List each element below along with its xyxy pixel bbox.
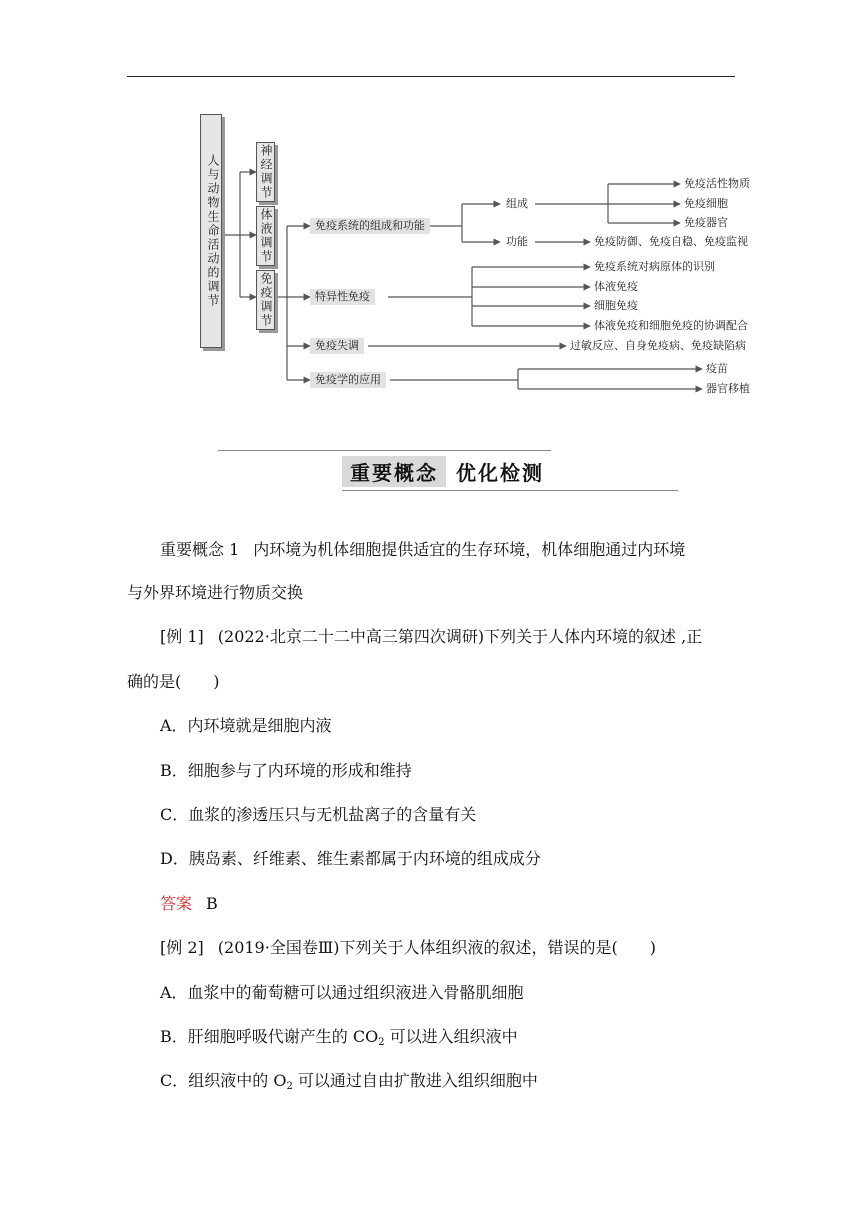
diagram-humoral-box: 体液调节 [256,206,275,266]
section-title [342,455,544,487]
example2-question-line [160,938,656,958]
diagram-specific-item: 细胞免疫 [594,299,638,312]
diagram-composition-item: 免疫细胞 [684,197,728,210]
diagram-immune-system-box: 免疫系统的组成和功能 [310,218,430,234]
example2-question: (2019·全国卷Ⅲ)下列关于人体组织液的叙述，错误的是( ) [217,938,656,957]
example2-option-c [160,1071,538,1091]
option-b-subscript: 2 [378,1037,385,1048]
example2-tag: [例 2] [160,938,204,957]
answer-label: 答案 [160,894,193,913]
diagram-application-item: 器官移植 [706,382,750,395]
example1-question: (2022·北京二十二中高三第四次调研)下列关于人体内环境的叙述 ,正 [217,627,703,646]
section-rule-bottom [342,490,678,491]
option-c-subscript: 2 [286,1081,293,1092]
example2-option-b [160,1027,518,1047]
diagram-immune-box: 免疫调节 [256,270,275,330]
section-title-secondary: 优化检测 [456,460,544,485]
concept-line-1 [160,540,685,560]
example1-answer-line [160,894,218,914]
diagram-nerve-box: 神经调节 [256,142,275,202]
concept-diagram [190,108,770,408]
answer-value: B [206,894,218,913]
header-rule [127,76,735,77]
option-c-text-rest: 可以通过自由扩散进入组织细胞中 [292,1071,538,1090]
diagram-application-item: 疫苗 [706,362,728,375]
concept-label: 重要概念 1 [160,540,240,559]
example1-option-d: D．胰岛素、纤维素、维生素都属于内环境的组成成分 [160,849,541,868]
diagram-immune-application-box: 免疫学的应用 [310,372,386,388]
example1-option-a: A．内环境就是细胞内液 [160,716,332,735]
example1-option-c: C．血浆的渗透压只与无机盐离子的含量有关 [160,805,477,824]
example1-tag: [例 1] [160,627,204,646]
concept-text: 内环境为机体细胞提供适宜的生存环境，机体细胞通过内环境 [253,540,686,559]
concept-line-2: 与外界环境进行物质交换 [127,583,304,602]
diagram-root-box: 人与动物生命活动的调节 [200,114,222,348]
section-rule-top [218,450,551,451]
diagram-composition-label: 组成 [506,197,528,210]
example1-option-b: B．细胞参与了内环境的形成和维持 [160,761,412,780]
diagram-specific-item: 免疫系统对病原体的识别 [594,260,715,273]
option-c-text: C．组织液中的 O [160,1071,287,1090]
diagram-specific-item: 体液免疫 [594,280,638,293]
option-b-text-rest: 可以进入组织液中 [384,1027,518,1046]
example2-option-a: A．血浆中的葡萄糖可以通过组织液进入骨骼肌细胞 [160,983,524,1002]
diagram-function-detail: 免疫防御、免疫自稳、免疫监视 [594,235,748,248]
diagram-disorder-detail: 过敏反应、自身免疫病、免疫缺陷病 [570,339,746,352]
diagram-immune-disorder-box: 免疫失调 [310,338,364,354]
example1-question-line-2: 确的是( ) [127,672,220,691]
diagram-composition-item: 免疫活性物质 [684,177,750,190]
section-title-primary: 重要概念 [342,456,446,487]
option-b-text: B．肝细胞呼吸代谢产生的 CO [160,1027,379,1046]
diagram-composition-item: 免疫器官 [684,216,728,229]
diagram-function-label: 功能 [506,235,528,248]
diagram-specific-item: 体液免疫和细胞免疫的协调配合 [594,319,748,332]
diagram-specific-immunity-box: 特异性免疫 [310,289,375,305]
diagram-connectors [190,108,770,408]
example1-question-line-1 [160,627,702,647]
